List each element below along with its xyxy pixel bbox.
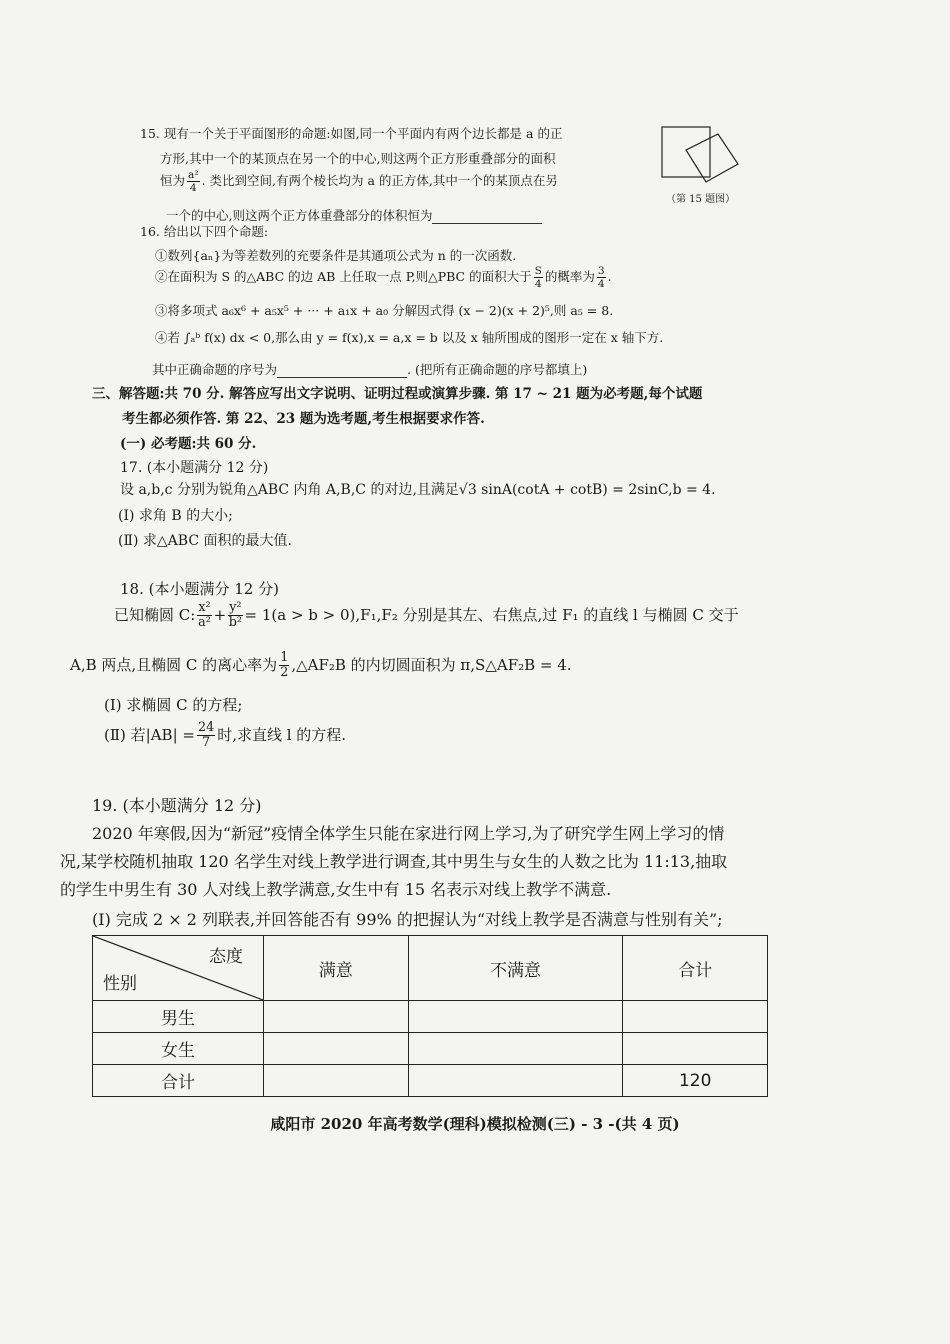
q19-title: 19. (本小题满分 12 分) [92, 796, 262, 815]
corner-attitude-label: 态度 [209, 947, 243, 967]
table-corner-cell [93, 936, 264, 1001]
table-header-row [93, 936, 768, 1001]
q17-title: 17. (本小题满分 12 分) [120, 460, 269, 476]
two-squares-figure [660, 124, 780, 184]
section3-line1: 三、解答题:共 70 分. 解答应写出文字说明、证明过程或演算步骤. 第 17 ~ 21 题为必考题,每个试题 [92, 386, 703, 402]
table-cell[interactable] [408, 1065, 623, 1097]
q16-item4: ④若 ∫ₐᵇ f(x) dx < 0,那么由 y = f(x),x = a,x = b 以及 x 轴所围成的图形一定在 x 轴下方. [155, 330, 664, 345]
q16-answer-blank[interactable] [277, 365, 407, 379]
table-cell[interactable] [408, 1033, 623, 1065]
row-label-total: 合计 [93, 1065, 264, 1097]
contingency-table [92, 935, 768, 1097]
q19-part1: (Ⅰ) 完成 2 × 2 列联表,并回答能否有 99% 的把握认为“对线上教学是否满意与性别有关”; [92, 910, 723, 929]
q16-item2: ②在面积为 S 的△ABC 的边 AB 上任取一点 P,则△PBC 的面积大于 $\frac{S}{4}$ 的概率为 $\frac{3}{4}$ . [155, 264, 612, 290]
column-header-unsatisfied: 不满意 [408, 936, 623, 1001]
table-row [93, 1001, 768, 1033]
q18-stem1: 已知椭圆 C: $\frac{\text{x²}}{\text{a²}}$ + $\frac{\text{y²}}{\text{b²}}$ = 1(a > b > 0),F₁,F₂ 分别是其左、右焦点,过 F₁ 的直线 l 与椭圆 C 交于 [114, 600, 739, 630]
table-cell[interactable] [623, 1001, 768, 1033]
q16-answer: 其中正确命题的序号为 . (把所有正确命题的序号都填上) [152, 362, 588, 377]
q16-item1: ①数列{aₙ}为等差数列的充要条件是其通项公式为 n 的一次函数. [155, 248, 517, 263]
q15-line2: 方形,其中一个的某顶点在另一个的中心,则这两个正方形重叠部分的面积 [160, 151, 556, 166]
column-header-total: 合计 [623, 936, 768, 1001]
page-footer: 咸阳市 2020 年高考数学(理科)模拟检测(三) - 3 -(共 4 页) [270, 1115, 680, 1133]
table-cell[interactable] [264, 1065, 409, 1097]
q18-stem2: A,B 两点,且椭圆 C 的离心率为 $\frac{1}{2}$ ,△AF₂B 的内切圆面积为 π,S△AF₂B = 4. [70, 650, 572, 680]
q15-line1: 15. 现有一个关于平面图形的命题:如图,同一个平面内有两个边长都是 a 的正 [140, 126, 563, 141]
table-cell[interactable] [623, 1033, 768, 1065]
q17-part1: (Ⅰ) 求角 B 的大小; [118, 508, 233, 524]
q17-stem: 设 a,b,c 分别为锐角△ABC 内角 A,B,C 的对边,且满足√3 sinA(cotA + cotB) = 2sinC,b = 4. [120, 482, 716, 498]
q19-paragraph-line2: 况,某学校随机抽取 120 名学生对线上教学进行调查,其中男生与女生的人数之比为 11:13,抽取 [60, 852, 728, 871]
table-cell[interactable] [264, 1033, 409, 1065]
column-header-satisfied: 满意 [264, 936, 409, 1001]
q15-answer-blank[interactable] [432, 211, 542, 225]
q16-item3: ③将多项式 a₆x⁶ + a₅x⁵ + ··· + a₁x + a₀ 分解因式得 (x − 2)(x + 2)⁵,则 a₅ = 8. [155, 303, 614, 318]
q19-paragraph-line3: 的学生中男生有 30 人对线上教学满意,女生中有 15 名表示对线上教学不满意. [60, 880, 612, 899]
section3-required: (一) 必考题:共 60 分. [120, 436, 257, 452]
q18-title: 18. (本小题满分 12 分) [120, 580, 279, 598]
q15-line4: 一个的中心,则这两个正方体重叠部分的体积恒为 [166, 206, 542, 224]
row-label-female: 女生 [93, 1033, 264, 1065]
q17-part2: (Ⅱ) 求△ABC 面积的最大值. [118, 533, 292, 549]
q18-part2: (Ⅱ) 若|AB| = $\frac{24}{7}$ 时,求直线 l 的方程. [104, 720, 347, 750]
table-row [93, 1065, 768, 1097]
q18-part1: (Ⅰ) 求椭圆 C 的方程; [104, 696, 243, 714]
row-label-male: 男生 [93, 1001, 264, 1033]
q15-line3: 恒为 $\frac{\text{a²}}{4}$ . 类比到空间,有两个棱长均为 a 的正方体,其中一个的某顶点在另 [160, 168, 558, 194]
q19-paragraph-line1: 2020 年寒假,因为“新冠”疫情全体学生只能在家进行网上学习,为了研究学生网上学习的情 [92, 824, 725, 843]
corner-gender-label: 性别 [103, 974, 137, 994]
table-row [93, 1033, 768, 1065]
q16-title: 16. 给出以下四个命题: [140, 224, 269, 239]
table-cell[interactable] [408, 1001, 623, 1033]
section3-line2: 考生都必须作答. 第 22、23 题为选考题,考生根据要求作答. [122, 411, 485, 427]
table-cell[interactable] [264, 1001, 409, 1033]
figure-caption: （第 15 题图） [666, 194, 736, 205]
table-cell-total: 120 [623, 1065, 768, 1097]
q15-fraction: $\frac{\text{a²}}{4}$ [188, 168, 199, 194]
